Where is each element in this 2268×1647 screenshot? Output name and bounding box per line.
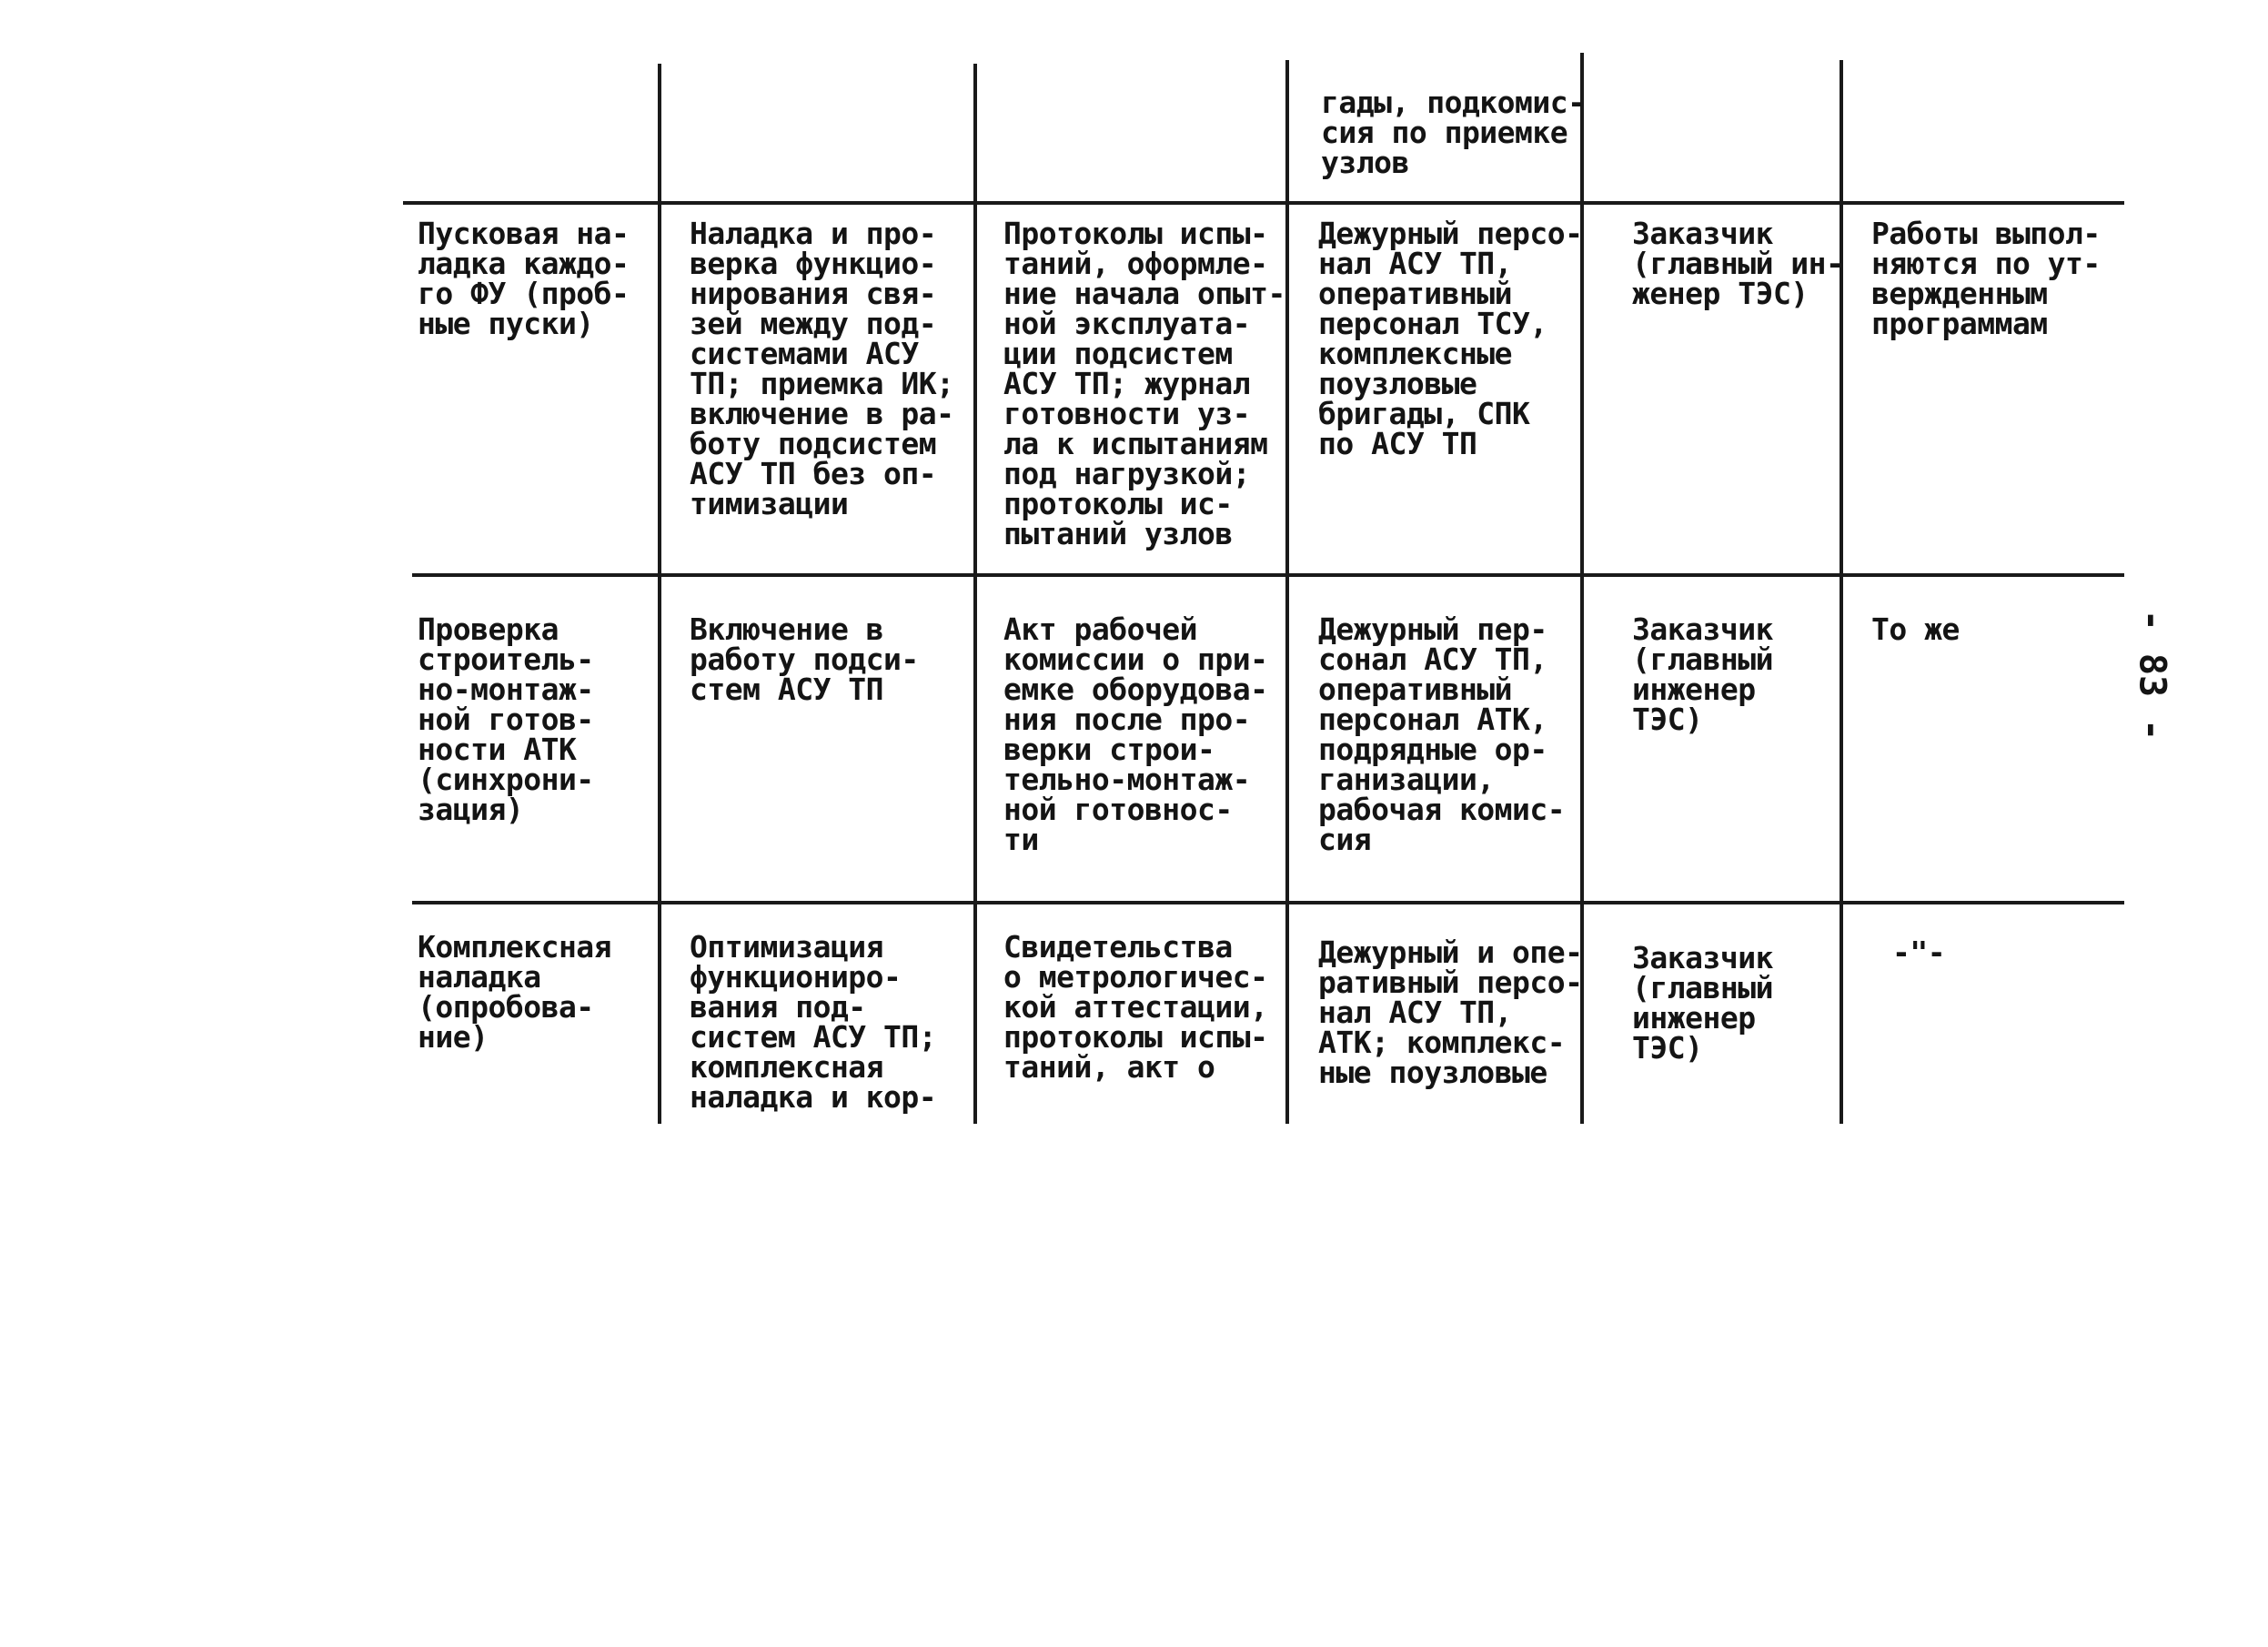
participants-cell: Дежурный пер- сонал АСУ ТП, оперативный персонал АТК, подрядные ор- ганизации, рабочая комис- сия <box>1318 611 1566 857</box>
documents-cell: Свидетельства о метрологичес- кой аттестации, протоколы испы- таний, акт о <box>1003 929 1268 1085</box>
responsible-cell: Заказчик (главный ин- женер ТЭС) <box>1632 216 1844 311</box>
works-cell: Включение в работу подси- стем АСУ ТП <box>690 611 919 707</box>
responsible-cell: Заказчик (главный инженер ТЭС) <box>1632 611 1773 737</box>
table-column-divider <box>973 64 977 1124</box>
stage-cell: Комплексная наладка (опробова- ние) <box>418 929 612 1055</box>
documents-cell: Акт рабочей комиссии о при- емке оборудова- ния после про- верки строи- тельно-монтаж- ной готовнос- ти <box>1003 611 1268 857</box>
participants-cell: Дежурный и опе- ративный персо- нал АСУ ТП, АТК; комплекс- ные поузловые <box>1318 935 1583 1090</box>
works-cell: Наладка и про- верка функцио- нирования свя- зей между под- системами АСУ ТП; приемка ИК; включение в ра- боту подсистем АСУ ТП без оп- тимизации <box>690 216 954 521</box>
table-column-divider <box>1285 60 1289 1124</box>
page-number <box>2124 609 2179 742</box>
works-cell: Оптимизация функциониро- вания под- систем АСУ ТП; комплексная наладка и кор- <box>690 929 937 1115</box>
note-cell: Работы выпол- няются по ут- вержденным программам <box>1871 216 2101 341</box>
note-cell: -"- <box>1892 935 1946 970</box>
continuation-participants-cell: гады, подкомис- сия по приемке узлов <box>1321 85 1586 180</box>
table-column-divider <box>658 64 661 1124</box>
stage-cell: Пусковая на- ладка каждо- го ФУ (проб- ные пуски) <box>418 216 630 341</box>
table-rule <box>412 573 2124 577</box>
documents-cell: Протоколы испы- таний, оформле- ние начала опыт- ной эксплуата- ции подсистем АСУ ТП; журнал готовности уз- ла к испытаниям под нагрузкой; протоколы ис- пытаний узлов <box>1003 216 1285 551</box>
stage-cell: Проверка строитель- но-монтаж- ной готов- ности АТК (синхрони- зация) <box>418 611 594 827</box>
page-number-text: - 83 - <box>2131 609 2172 742</box>
note-cell: То же <box>1871 611 1960 647</box>
responsible-cell: Заказчик (главный инженер ТЭС) <box>1632 940 1773 1066</box>
table-rule <box>412 901 2124 904</box>
participants-cell: Дежурный персо- нал АСУ ТП, оперативный персонал ТСУ, комплексные поузловые бригады, СПК по АСУ ТП <box>1318 216 1583 461</box>
